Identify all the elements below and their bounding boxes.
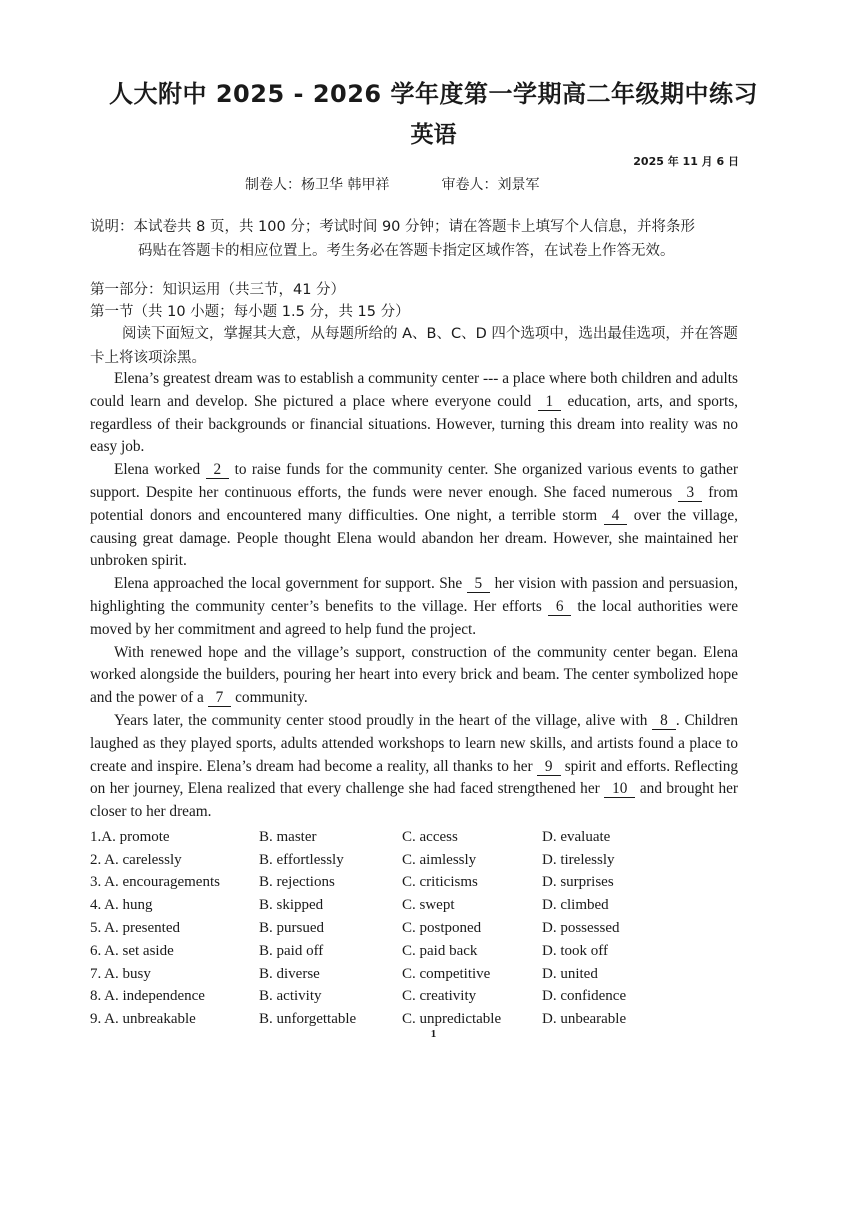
option-row <box>90 894 662 917</box>
blank-1: 1 <box>538 393 562 411</box>
paragraph-3 <box>90 573 738 641</box>
paragraph-2 <box>90 459 738 573</box>
option-row <box>90 963 662 986</box>
text-run: Years later, the community center stood proudly in the heart of the village, alive with <box>114 711 653 729</box>
blank-9: 9 <box>537 758 561 776</box>
subject-title: 英语 <box>410 122 457 148</box>
option: D. tirelessly <box>542 851 615 868</box>
answer-options <box>90 826 662 1031</box>
text-run: Elena approached the local government for support. She <box>114 575 467 593</box>
text-run: Elena worked <box>114 461 206 479</box>
text-run: education, arts, and sports, regardless of their backgrounds or financial situations. However, turning this dream into reality was no easy job. <box>90 392 738 456</box>
section-heading: 第一节（共 10 小题；每小题 1.5 分，共 15 分） <box>90 304 410 320</box>
option: C. creativity <box>402 988 477 1005</box>
option: C. access <box>402 828 458 845</box>
option: C. unpredictable <box>402 1011 502 1028</box>
option: B. master <box>259 828 317 845</box>
authors-line <box>245 174 591 194</box>
option: D. surprises <box>542 874 614 891</box>
option: B. paid off <box>259 942 324 959</box>
option: B. skipped <box>259 897 324 914</box>
option: B. diverse <box>259 965 320 982</box>
blank-8: 8 <box>652 712 676 730</box>
option: 9. A. unbreakable <box>90 1011 196 1028</box>
option: B. pursued <box>259 920 324 937</box>
exam-date: 2025 年 11 月 6 日 <box>633 155 739 168</box>
paragraph-5 <box>90 710 738 824</box>
exam-note <box>90 215 750 263</box>
makers: 制卷人：杨卫华 韩甲祥 <box>245 177 390 193</box>
option: 1.A. promote <box>90 828 170 845</box>
blank-7: 7 <box>208 689 232 707</box>
text-run: and brought her closer to her dream. <box>90 780 738 821</box>
option: 6. A. set aside <box>90 942 174 959</box>
text-run: her vision with passion and persuasion, highlighting the community center’s benefits to the village. Her efforts <box>90 575 738 615</box>
text-run: . Children laughed as they played sports, adults attended workshops to learn new skills, and artists found a place to create and inspire. Elena’s dream had become a reality, all thanks to her <box>90 711 738 775</box>
blank-6: 6 <box>548 598 572 616</box>
text-run: the local authorities were moved by her commitment and agreed to help fund the project. <box>90 597 738 638</box>
option: C. swept <box>402 897 455 914</box>
instruction: 阅读下面短文，掌握其大意，从每题所给的 A、B、C、D 四个选项中，选出最佳选项，并在答题卡上将该项涂黑。 <box>90 326 738 366</box>
option: D. climbed <box>542 897 609 914</box>
option: D. united <box>542 965 598 982</box>
cloze-passage <box>90 368 738 824</box>
option: B. activity <box>259 988 322 1005</box>
blank-2: 2 <box>206 461 230 479</box>
option: 8. A. independence <box>90 988 205 1005</box>
page-number: 1 <box>430 1028 437 1040</box>
option: C. postponed <box>402 920 482 937</box>
part-heading: 第一部分：知识运用（共三节，41 分） <box>90 282 346 298</box>
option-row <box>90 940 662 963</box>
option: C. paid back <box>402 942 478 959</box>
option-row <box>90 986 662 1009</box>
text-run: Elena’s greatest dream was to establish a community center --- a place where both children and adults could learn and develop. She pictured a place where everyone could <box>90 370 738 410</box>
option: C. competitive <box>402 965 491 982</box>
option: 5. A. presented <box>90 920 180 937</box>
option-row <box>90 917 662 940</box>
text-run: spirit and efforts. Reflecting on her journey, Elena realized that every challenge she had faced strengthened her <box>90 757 738 798</box>
blank-3: 3 <box>678 484 702 502</box>
option: D. possessed <box>542 920 620 937</box>
text-run: from potential donors and encountered many difficulties. One night, a terrible storm <box>90 483 739 524</box>
blank-10: 10 <box>604 780 635 798</box>
option: D. confidence <box>542 988 627 1005</box>
text-run: over the village, causing great damage. People thought Elena would abandon her dream. However, she maintained her unbroken spirit. <box>90 506 738 570</box>
option: D. unbearable <box>542 1011 627 1028</box>
note-line-2: 码贴在答题卡的相应位置上。考生务必在答题卡指定区域作答，在试卷上作答无效。 <box>138 243 675 259</box>
exam-title: 人大附中 2025 - 2026 学年度第一学期高二年级期中练习 <box>109 80 758 108</box>
option: B. effortlessly <box>259 851 344 868</box>
text-run: community. <box>231 689 308 707</box>
option-row <box>90 849 662 872</box>
blank-4: 4 <box>604 507 628 525</box>
option: B. unforgettable <box>259 1011 357 1028</box>
paragraph-1 <box>90 368 738 459</box>
option: 2. A. carelessly <box>90 851 182 868</box>
option: C. criticisms <box>402 874 478 891</box>
option: 4. A. hung <box>90 897 153 914</box>
option: C. aimlessly <box>402 851 477 868</box>
reviewer: 审卷人：刘景军 <box>441 177 540 193</box>
option: B. rejections <box>259 874 335 891</box>
option: 3. A. encouragements <box>90 874 220 891</box>
note-line-1: 说明：本试卷共 8 页，共 100 分；考试时间 90 分钟；请在答题卡上填写个人信息，并将条形 <box>90 219 696 235</box>
option: D. took off <box>542 942 608 959</box>
paragraph-4 <box>90 642 738 710</box>
option-row <box>90 826 662 849</box>
option: D. evaluate <box>542 828 611 845</box>
text-run: With renewed hope and the village’s support, construction of the community center began. Elena worked alongside the builders, pouring her heart into every brick and beam. The center symbolized hope and the power of a <box>90 643 738 707</box>
blank-5: 5 <box>467 575 491 593</box>
option: 7. A. busy <box>90 965 151 982</box>
text-run: to raise funds for the community center. She organized various events to gather support. Despite her continuous efforts, the funds were never enough. She faced numerous <box>90 461 738 501</box>
option-row <box>90 872 662 895</box>
